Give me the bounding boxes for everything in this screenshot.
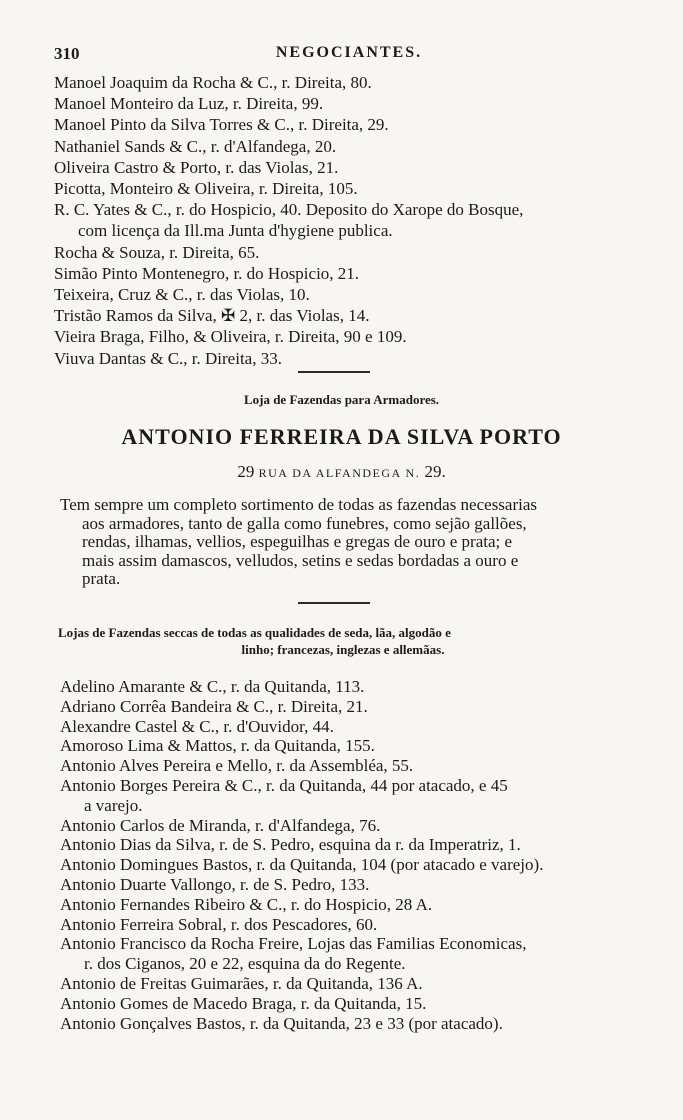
list-item: Antonio Dias da Silva, r. de S. Pedro, esquina da r. da Imperatriz, 1. <box>60 835 521 855</box>
advertisement-text-line: aos armadores, tanto de galla como funebres, como sejão gallões, <box>82 513 527 533</box>
divider-rule <box>298 602 370 604</box>
advertisement-text-line: prata. <box>82 569 121 589</box>
list-item: Oliveira Castro & Porto, r. das Violas, 21. <box>54 157 339 177</box>
advertisement-text-line: mais assim damascos, velludos, setins e sedas bordadas a ouro e <box>82 550 519 570</box>
list-item: Antonio Gomes de Macedo Braga, r. da Quitanda, 15. <box>60 993 427 1013</box>
running-title: NEGOCIANTES. <box>275 44 423 61</box>
advertisement-text-line: rendas, ilhamas, vellios, espeguilhas e gregas de ouro e prata; e <box>82 532 513 552</box>
list-item: Manoel Monteiro da Luz, r. Direita, 99. <box>54 94 324 114</box>
list-item-continuation: r. dos Ciganos, 20 e 22, esquina da do Regente. <box>84 954 406 974</box>
list-item: Teixeira, Cruz & C., r. das Violas, 10. <box>54 285 310 305</box>
list-item: Antonio Alves Pereira e Mello, r. da Assembléa, 55. <box>60 756 414 776</box>
list-item: Antonio Francisco da Rocha Freire, Lojas das Familias Economicas, <box>60 934 527 954</box>
list-item: Antonio Domingues Bastos, r. da Quitanda, 104 (por atacado e varejo). <box>60 855 544 875</box>
section-heading-line: Lojas de Fazendas seccas de todas as qualidades de seda, lãa, algodão e <box>58 625 451 640</box>
list-item: Antonio Fernandes Ribeiro & C., r. do Hospicio, 28 A. <box>60 894 433 914</box>
list-item-continuation: a varejo. <box>84 795 143 815</box>
advertisement-heading: Loja de Fazendas para Armadores. <box>243 392 440 407</box>
list-item: Tristão Ramos da Silva, ✠ 2, r. das Violas, 14. <box>54 306 370 326</box>
list-item: Antonio Ferreira Sobral, r. dos Pescadores, 60. <box>60 914 378 934</box>
list-item: Antonio Duarte Vallongo, r. de S. Pedro, 133. <box>60 874 370 894</box>
section-heading-line: linho; francezas, inglezas e allemãas. <box>241 642 445 657</box>
advertisement-text <box>60 496 625 589</box>
advertisement-text-line: Tem sempre um completo sortimento de todas as fazendas necessarias <box>60 495 538 514</box>
list-item: R. C. Yates & C., r. do Hospicio, 40. Deposito do Xarope do Bosque, <box>54 200 524 220</box>
page-number: 310 <box>54 44 80 63</box>
address-number: 29 <box>237 462 255 481</box>
merchant-list-top <box>54 72 644 369</box>
list-item: Manoel Joaquim da Rocha & C., r. Direita, 80. <box>54 73 372 92</box>
address-tail: 29. <box>424 462 446 481</box>
list-item: Simão Pinto Montenegro, r. do Hospicio, 21. <box>54 263 360 283</box>
list-item: Viuva Dantas & C., r. Direita, 33. <box>54 348 282 368</box>
list-item: Adelino Amarante & C., r. da Quitanda, 113. <box>60 677 365 696</box>
list-item: Adriano Corrêa Bandeira & C., r. Direita, 21. <box>60 696 368 716</box>
address-street: RUA DA ALFANDEGA N. <box>258 466 421 480</box>
advertisement-address <box>0 462 683 482</box>
list-item: Vieira Braga, Filho, & Oliveira, r. Direita, 90 e 109. <box>54 327 407 347</box>
divider-rule <box>298 371 370 373</box>
merchant-list-bottom <box>60 677 640 1033</box>
list-item: Picotta, Monteiro & Oliveira, r. Direita, 105. <box>54 179 358 199</box>
list-item: Antonio Gonçalves Bastos, r. da Quitanda, 23 e 33 (por atacado). <box>60 1013 503 1033</box>
list-item: Antonio Carlos de Miranda, r. d'Alfandega, 76. <box>60 815 381 835</box>
list-item: Nathaniel Sands & C., r. d'Alfandega, 20. <box>54 136 337 156</box>
list-item: Antonio de Freitas Guimarães, r. da Quitanda, 136 A. <box>60 973 423 993</box>
list-item: Antonio Borges Pereira & C., r. da Quitanda, 44 por atacado, e 45 <box>60 775 508 795</box>
list-item: Amoroso Lima & Mattos, r. da Quitanda, 155. <box>60 736 375 756</box>
list-item: Rocha & Souza, r. Direita, 65. <box>54 242 260 262</box>
advertisement-name: ANTONIO FERREIRA DA SILVA PORTO <box>121 424 562 449</box>
page-header <box>54 44 644 66</box>
section-heading <box>58 624 628 658</box>
list-item: Alexandre Castel & C., r. d'Ouvidor, 44. <box>60 716 334 736</box>
list-item-continuation: com licença da Ill.ma Junta d'hygiene publica. <box>78 221 393 241</box>
list-item: Manoel Pinto da Silva Torres & C., r. Direita, 29. <box>54 115 389 135</box>
